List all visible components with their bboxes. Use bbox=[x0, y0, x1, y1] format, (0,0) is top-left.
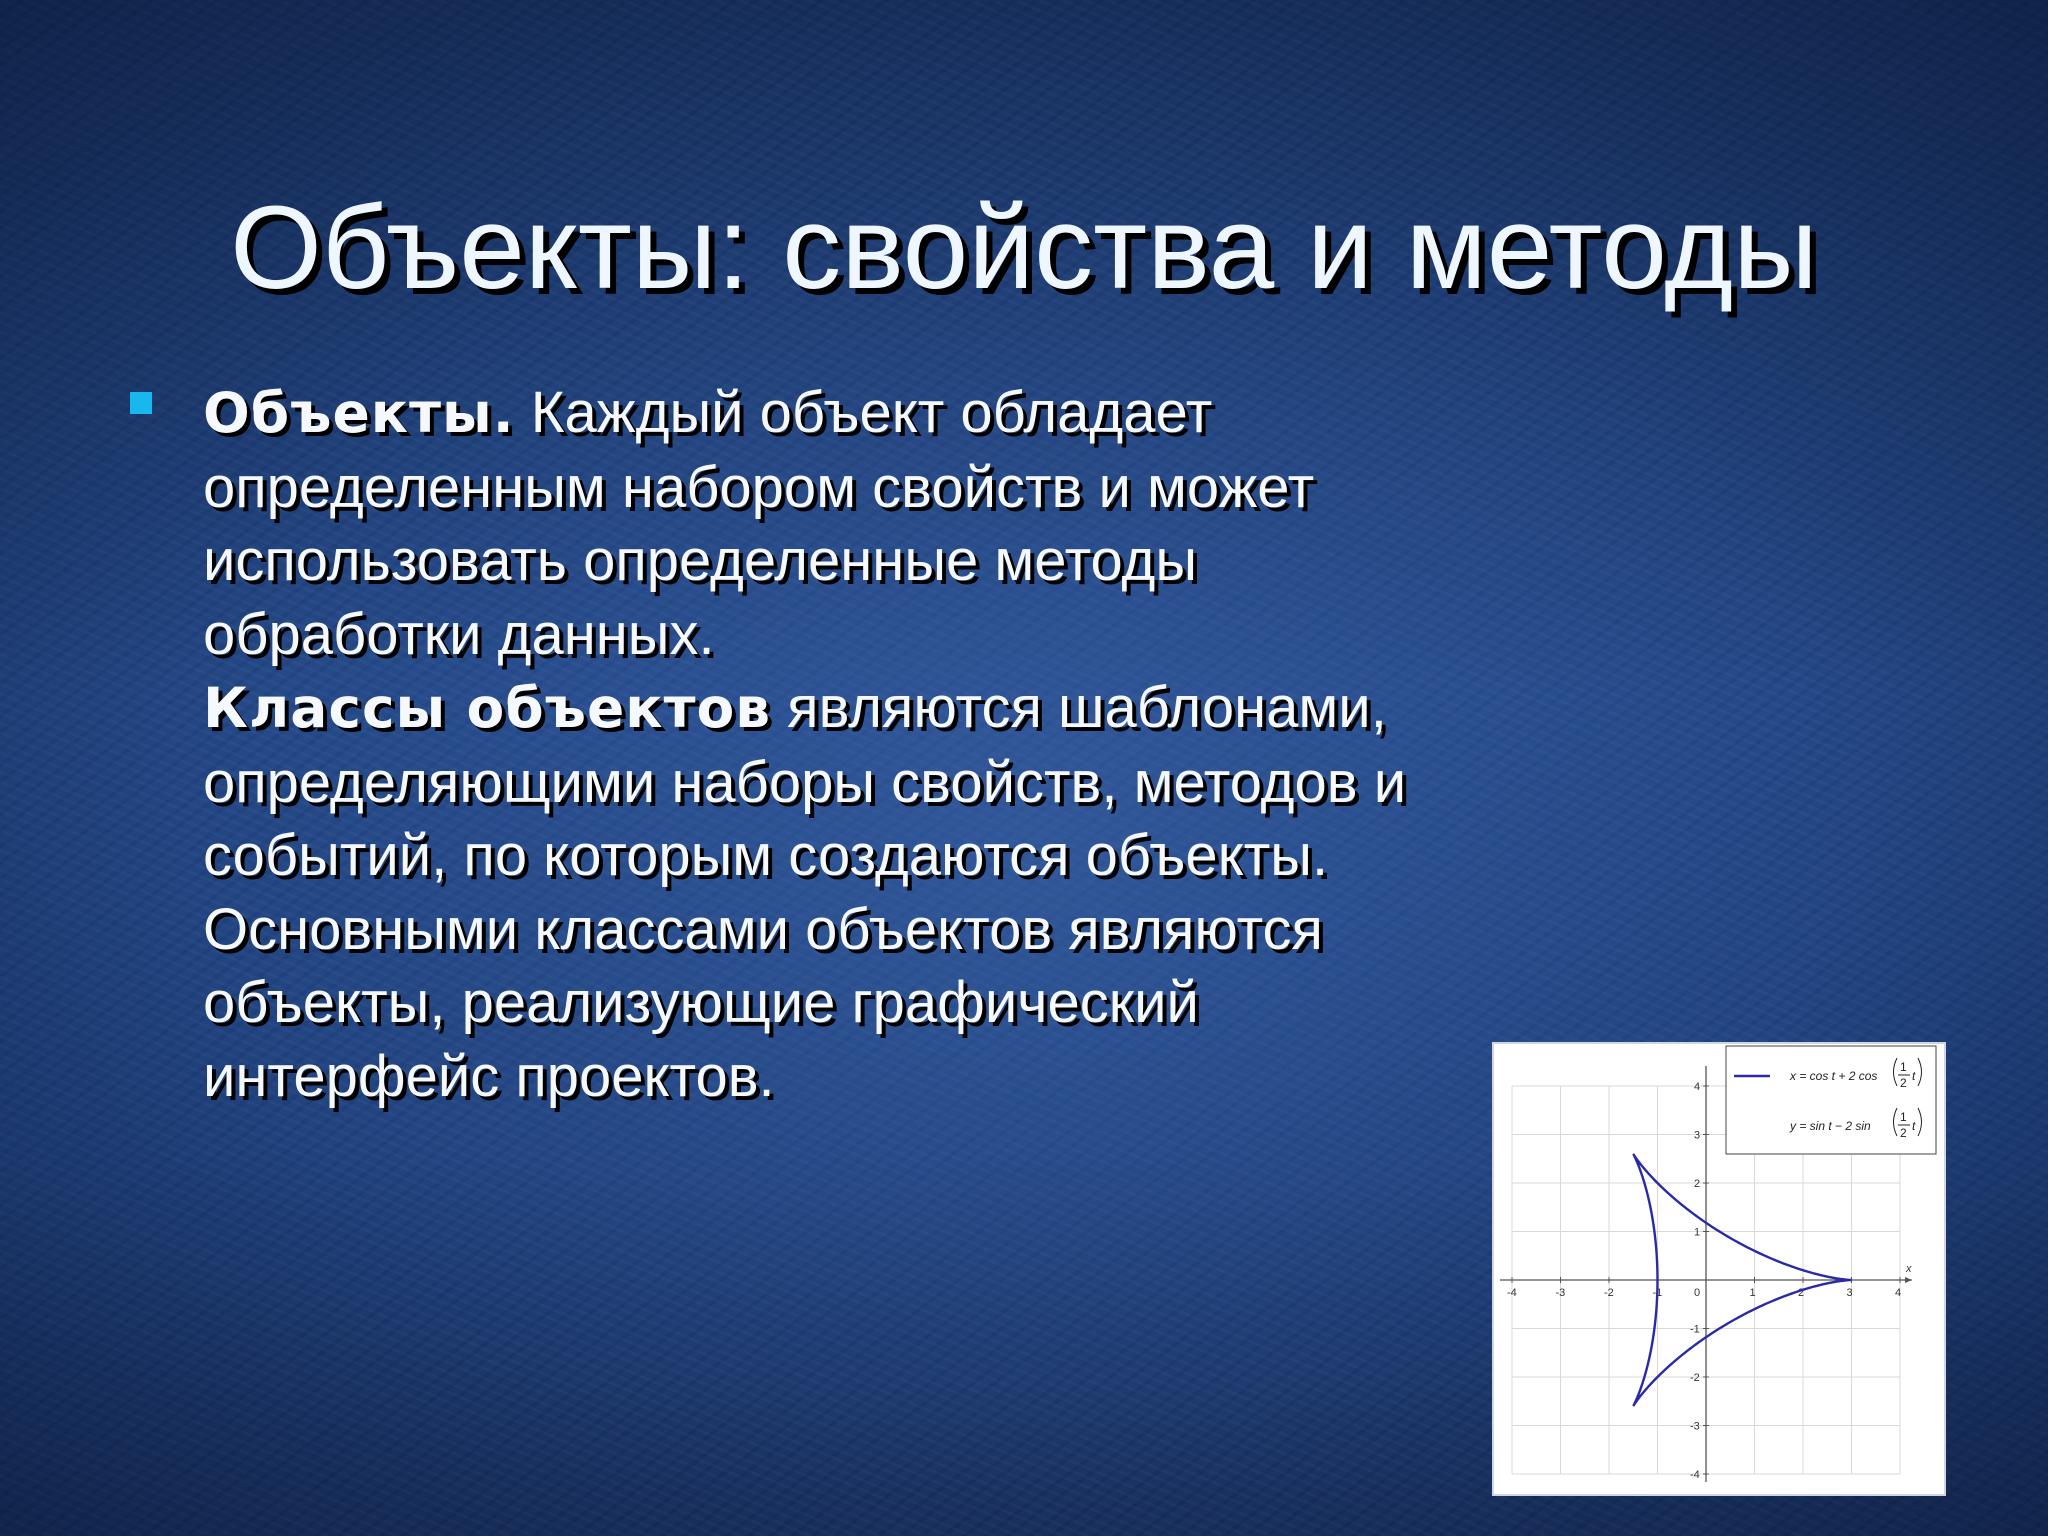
legend-fraction-variable: t bbox=[1912, 1119, 1916, 1133]
line-text: Основными классами объектов являются bbox=[203, 896, 1323, 962]
legend-fraction-denominator: 2 bbox=[1900, 1126, 1907, 1140]
y-tick-label: 1 bbox=[1694, 1226, 1701, 1239]
parametric-curve-figure bbox=[1492, 1042, 1946, 1496]
y-tick-label: -1 bbox=[1690, 1323, 1700, 1336]
x-tick-label: -4 bbox=[1507, 1287, 1517, 1299]
paragraph-line bbox=[203, 819, 1663, 893]
x-tick-label: 3 bbox=[1846, 1287, 1853, 1299]
y-tick-label: -4 bbox=[1690, 1469, 1700, 1481]
paragraph-line bbox=[203, 671, 1663, 746]
paragraph-line bbox=[203, 451, 1663, 525]
x-tick-label: 4 bbox=[1895, 1287, 1902, 1299]
bullet-square-icon bbox=[130, 392, 152, 414]
y-tick-label: -3 bbox=[1690, 1420, 1700, 1433]
legend-formula-y: y = sin t − 2 sin bbox=[1790, 1119, 1871, 1133]
line-text: Каждый объект обладает bbox=[514, 380, 1213, 445]
line-text: интерфейс проектов. bbox=[203, 1043, 775, 1109]
x-tick-label: 1 bbox=[1749, 1287, 1756, 1299]
x-tick-label: 2 bbox=[1798, 1287, 1805, 1299]
x-tick-label: -3 bbox=[1555, 1287, 1566, 1299]
paragraph-line bbox=[203, 598, 1663, 672]
x-tick-label: 0 bbox=[1694, 1287, 1701, 1299]
legend-fraction-numerator: 1 bbox=[1900, 1060, 1907, 1074]
bold-term: Объекты. bbox=[203, 381, 515, 445]
paragraph-line bbox=[203, 1040, 1663, 1114]
slide-title: Объекты: свойства и методы bbox=[230, 182, 1818, 314]
bold-term: Классы объектов bbox=[203, 676, 772, 740]
line-text: обработки данных. bbox=[203, 601, 715, 667]
y-tick-label: -2 bbox=[1690, 1372, 1700, 1384]
line-text: событий, по которым создаются объекты. bbox=[203, 823, 1329, 888]
line-text: определяющими наборы свойств, методов и bbox=[203, 749, 1407, 815]
y-tick-label: 4 bbox=[1694, 1081, 1701, 1093]
paragraph-line bbox=[203, 893, 1663, 967]
legend-fraction-numerator: 1 bbox=[1900, 1110, 1907, 1124]
legend-formula-x: x = cos t + 2 cos bbox=[1790, 1069, 1878, 1083]
line-text: объекты, реализующие графический bbox=[203, 970, 1199, 1035]
paragraph-line bbox=[203, 524, 1663, 598]
body-paragraph bbox=[203, 376, 1663, 1113]
paragraph-line bbox=[203, 746, 1663, 820]
paragraph-line bbox=[203, 966, 1663, 1040]
y-tick-label: 2 bbox=[1694, 1178, 1701, 1190]
line-text: являются шаблонами, bbox=[771, 675, 1387, 740]
legend-fraction-variable: t bbox=[1912, 1069, 1916, 1083]
line-text: определенным набором свойств и может bbox=[203, 454, 1315, 520]
paragraph-line bbox=[203, 376, 1663, 451]
curve-plot-svg bbox=[1494, 1044, 1944, 1494]
x-tick-label: -2 bbox=[1604, 1287, 1614, 1299]
x-axis-arrow-icon bbox=[1905, 1277, 1912, 1283]
x-axis-letter: x bbox=[1906, 1263, 1912, 1275]
line-text: использовать определенные методы bbox=[203, 528, 1198, 593]
x-tick-label: -1 bbox=[1652, 1287, 1663, 1299]
y-tick-label: 3 bbox=[1694, 1129, 1701, 1142]
legend-fraction-denominator: 2 bbox=[1900, 1076, 1907, 1090]
